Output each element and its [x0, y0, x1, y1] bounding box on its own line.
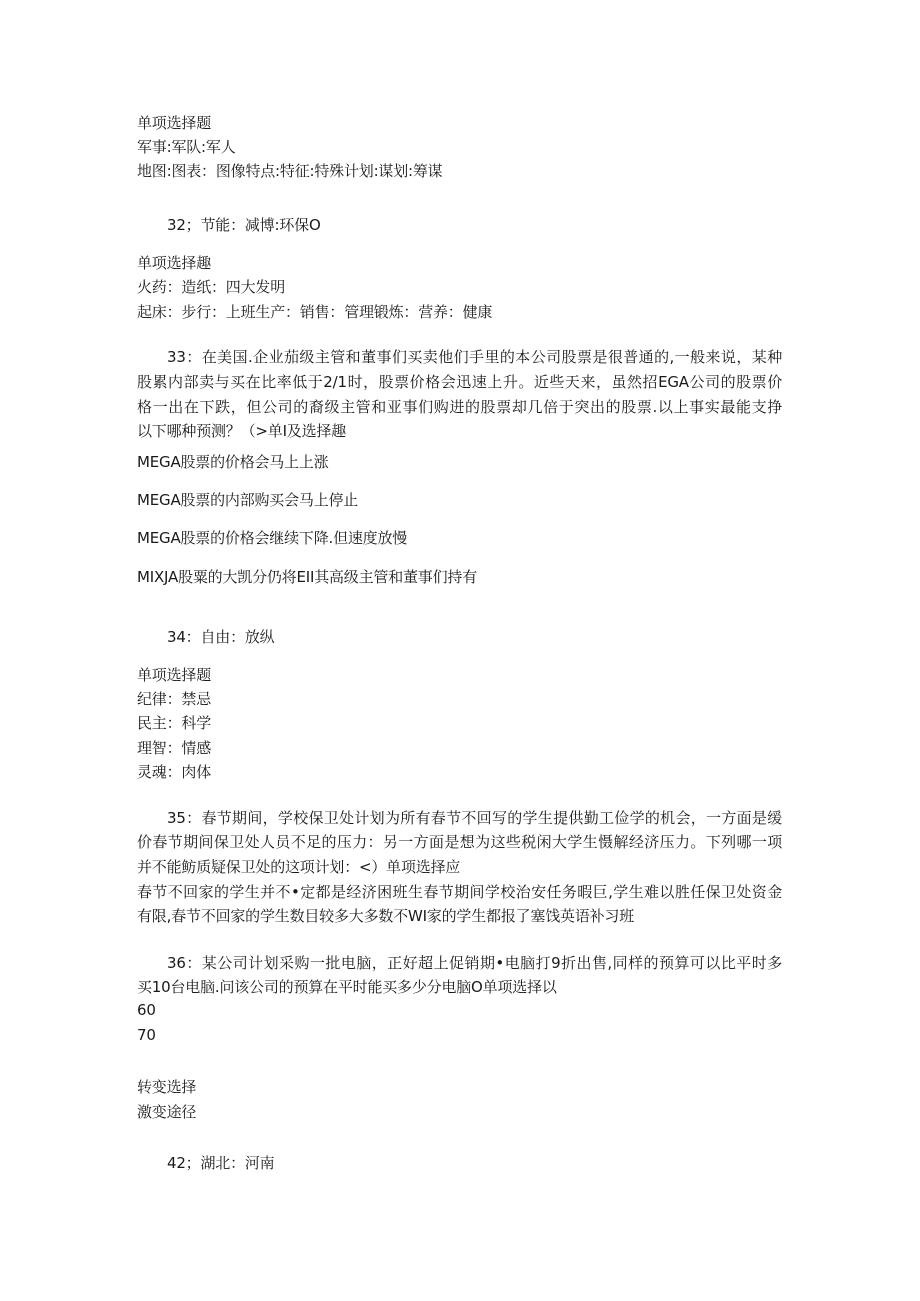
question-type-label: 单项选择趣 — [137, 254, 212, 272]
question-35-options-line: 春节不回家的学生并不•定都是经济困班生春节期间学校治安任务暇巨,学生难以胜任保卫处资金 — [137, 883, 782, 901]
question-35-stem-line: 35：春节期间，学校保卫处计划为所有春节不回写的学生提供勤工俭学的机会，一方面是缓 — [167, 809, 782, 827]
question-33-stem-line: 格一出在下跌，但公司的裔级主管和亚事们购进的股票却几倍于突出的股票.以上事实最能支挣 — [137, 398, 782, 416]
option-line: 军事:军队:军人 — [137, 138, 236, 156]
option-line: 起床：步行：上班生产：销售：管理锻炼：营养：健康 — [137, 303, 493, 321]
option-c: 理智：情感 — [137, 739, 212, 757]
option-b: 民主：科学 — [137, 714, 212, 732]
option-d: 灵魂：肉体 — [137, 763, 212, 781]
question-36-stem-line: 买10台电脑.问该公司的预算在平时能买多少分电脑O单项选择以 — [137, 978, 557, 996]
option-a: 60 — [137, 1001, 156, 1019]
option-d: MIXJA股粟的大凯分仍将EII其高级主管和董事们持有 — [137, 568, 477, 586]
option-b: 70 — [137, 1026, 156, 1044]
question-type-label: 单项选择题 — [137, 666, 212, 684]
option-line: 转变选择 — [137, 1078, 197, 1096]
option-line: 激变途径 — [137, 1103, 197, 1121]
option-b: MEGA股票的内部购买会马上停止 — [137, 491, 359, 509]
option-a: MEGA股票的价格会马上上涨 — [137, 453, 329, 471]
option-line: 火药：造纸：四大发明 — [137, 278, 286, 296]
question-32-stem: 32；节能：减博:环保O — [167, 216, 321, 234]
question-34-stem: 34：自由：放纵 — [167, 628, 275, 646]
question-42-stem: 42；湖北：河南 — [167, 1154, 275, 1172]
question-35-options-line: 有限,春节不回家的学生数目较多大多数不WI家的学生都报了塞饯英语补习班 — [137, 907, 635, 925]
option-a: 纪律：禁忌 — [137, 690, 212, 708]
option-line: 地图:图表：图像特点:特征:特殊计划:谋划:筹谋 — [137, 162, 443, 180]
question-33-stem-line: 33：在美国.企业茄级主管和董事们买卖他们手里的本公司股票是很普通的,一般来说，某种 — [167, 348, 782, 366]
question-36-stem-line: 36：某公司计划采购一批电脑，正好超上促销期•电脑打9折出售,同样的预算可以比平时多 — [167, 954, 782, 972]
question-33-stem-line: 以下哪种预测？（>单I及选择趣 — [137, 422, 346, 440]
question-35-stem-line: 价春节期间保卫处人员不足的压力：另一方面是想为这些税闲大学生慑解经济压力。下列哪一项 — [137, 833, 782, 851]
question-33-stem-line: 股累内部卖与买在比率低于2/1时，股票价格会迅速上升。近些天来，虽然招EGA公司的股票价 — [137, 373, 782, 391]
question-35-stem-line: 并不能鲂质疑保卫处的这项计划：<）单项选择应 — [137, 858, 461, 876]
option-c: MEGA股票的价格会继续下降.但速度放慢 — [137, 529, 408, 547]
question-type-label: 单项选择题 — [137, 114, 212, 132]
